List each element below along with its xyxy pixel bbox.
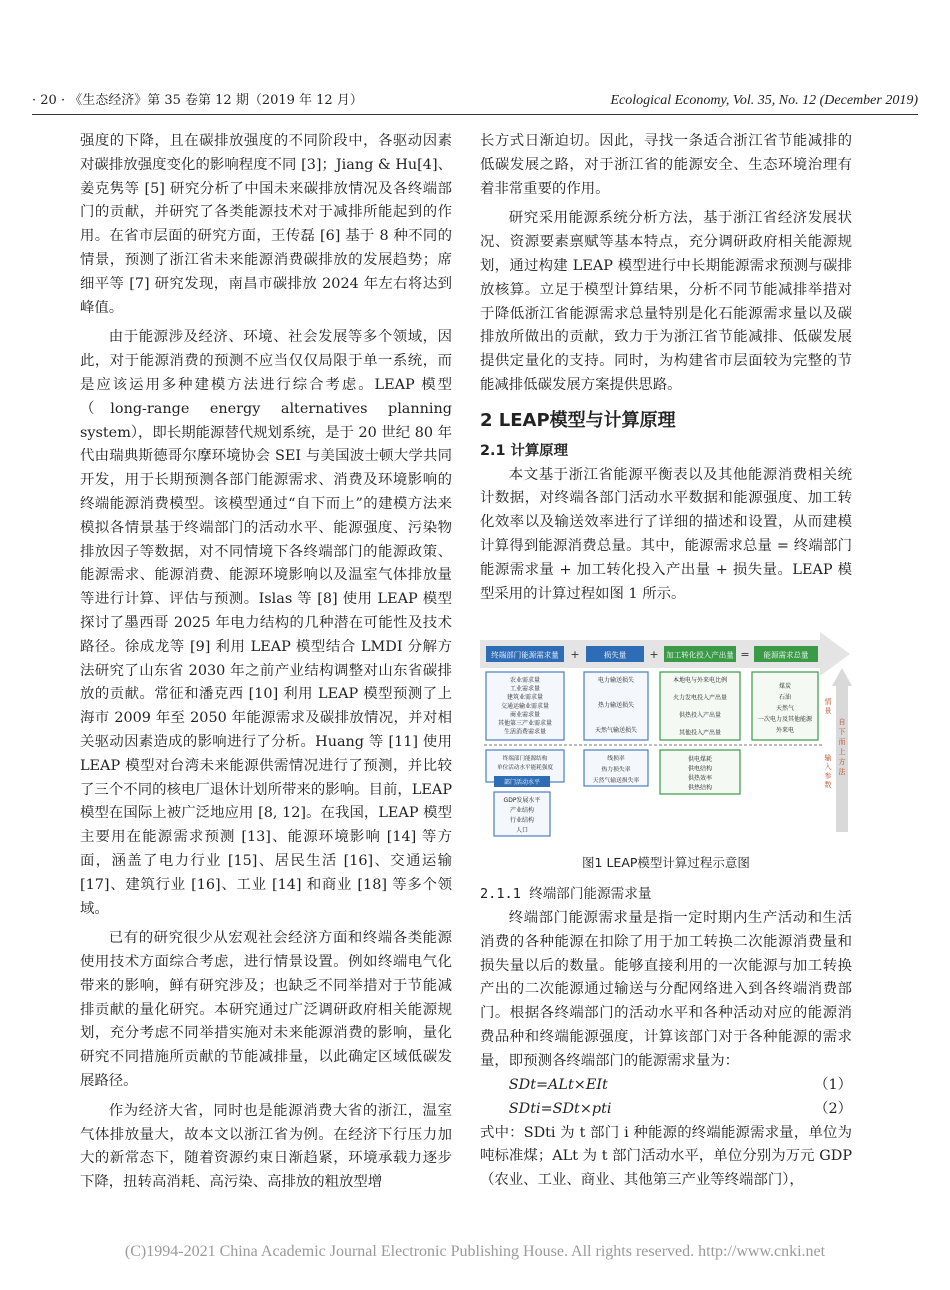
copyright-footer: (C)1994-2021 China Academic Journal Electronic Publishing House. All rights reserved. http://www.cnki.net xyxy=(124,1243,826,1260)
right-paragraph-4: 终端部门能源需求量是指一定时期内生产活动和生活消费的各种能源在扣除了用于加工转换二次能源消费量和损失量以后的数量。能够直接利用的一次能源与加工转换产出的二次能源通过输送与分配网络进入到各终端消费部门。根据各终端部门的活动水平和各种活动对应的能源消费品种和终端能源强度，计算该部门对于各种能源的需求量，即预测各终端部门的能源需求量为： xyxy=(480,909,852,1069)
lower3-item: 供电煤耗 xyxy=(687,756,713,764)
lower2-item: 热力损失率 xyxy=(601,767,631,774)
col1-item: 生活消费需求量 xyxy=(503,728,547,736)
bottom-item: 产业结构 xyxy=(509,807,535,815)
left-paragraph-4: 作为经济大省，同时也是能源消费大省的浙江，温室气体排放量大，故本文以浙江省为例。在经济下行压力加大的新常态下，随着资源约束日渐趋紧，环境承载力逐步下降，扭转高消耗、高污染、高排放的粗放型增 xyxy=(80,1102,452,1191)
equals: = xyxy=(740,648,750,662)
side-arrow-text: 自下而上方法 xyxy=(838,718,846,777)
left-paragraph-2: 由于能源涉及经济、环境、社会发展等多个领域，因此，对于能源消费的预测不应当仅仅局限于单一系统，而是应该运用多种建模方法进行综合考虑。LEAP 模型（long-range energy alternatives planning system），即长期能源替代规划系统，是于 20 世纪 80 年代由瑞典斯德哥尔摩环境协会 SEI 与美国波士顿大学共同开发，用于长期预测各部门能源需求、消费及环境影响的终端能源消费模型。该模型通过“自下而上”的建模方法来模拟各情景基于终端部门的活动水平、能源强度、污染物排放因子等数据，对不同情境下各终端部门的能源政策、能源需求、能源消费、能源环境影响以及温室气体排放量等进行计算、评估与预测。Islas 等 [8] 使用 LEAP 模型探讨了墨西哥 2025 年电力结构的几种潜在可能性及技术路径。徐成龙等 [9] 利用 LEAP 模型结合 LMDI 分解方法研究了山东省 2030 年之前产业结构调整对山东省碳排放的贡献。常征和潘克西 [10] 利用 LEAP 模型预测了上海市 2009 年至 2050 年能源需求及碳排放情况，并对相关驱动因素造成的影响进行了分析。Huang 等 [11] 使用 LEAP 模型对台湾未来能源供需情况进行了预测，并比较了三个不同的核电厂退休计划所带来的影响。目前，LEAP 模型在国际上被广泛地应用 [8, 12]。在我国，LEAP 模型主要用在能源需求预测 [13]、能源环境影响 [14] 等方面，涵盖了电力行业 [15]、居民生活 [16]、交通运输 [17]、建筑行业 [16]、工业 [14] 和商业 [18] 等多个领域。 xyxy=(80,329,452,917)
figure-caption: 图1 LEAP模型计算过程示意图 xyxy=(582,855,750,871)
equation-2-body: SDti=SDt×pti xyxy=(508,1100,612,1117)
equation-1-number: （1） xyxy=(814,1076,852,1093)
col3-item: 本地电与外来电比例 xyxy=(672,677,728,685)
figure-1 xyxy=(480,632,852,847)
subsubsection-heading: 2.1.1 终端部门能源需求量 xyxy=(480,886,652,903)
right-paragraph-2: 研究采用能源系统分析方法，基于浙江省经济发展状况、资源要素禀赋等基本特点，充分调研政府相关能源规划，通过构建 LEAP 模型进行中长期能源需求预测与碳排放核算。立足于模型计算结果，分析不同节能减排举措对于降低浙江省能源需求总量特别是化石能源需求量以及碳排放所做出的贡献，致力于为浙江省节能减排、低碳发展提供定量化的支持。同时，为构建省市层面较为完整的节能减排低碳发展方案提供思路。 xyxy=(480,210,852,393)
right-paragraph-5: 式中：SDti 为 t 部门 i 种能源的终端能源需求量，单位为吨标准煤；ALt 为 t 部门活动水平，单位分别为万元 GDP（农业、工业、商业、其他第三产业等终端部门）， xyxy=(480,1124,852,1189)
left-column xyxy=(80,130,452,1195)
header-journal: · 20 · 《生态经济》第 35 卷第 12 期（2019 年 12 月） xyxy=(32,93,363,108)
lower3-item: 供热效率 xyxy=(687,775,713,783)
side-bottom-text: 输入参数 xyxy=(824,754,832,790)
col1-item: 其他第三产业需求量 xyxy=(497,720,553,728)
col1-item: 商业需求量 xyxy=(509,711,541,719)
side-label-bottom xyxy=(825,753,832,789)
box3-title: 加工转化投入产出量 xyxy=(666,650,734,660)
equation-1 xyxy=(480,1074,852,1098)
left-paragraph-3: 已有的研究很少从宏观社会经济方面和终端各类能源使用技术方面综合考虑，进行情景设置。例如终端电气化带来的影响，鲜有研究涉及；也缺乏不同举措对于节能减排贡献的量化研究。本研究通过广泛调研政府相关能源规划，充分考虑不同举措实施对未来能源消费的影响，量化研究不同措施所贡献的节能减排量，以此确定区域低碳发展路径。 xyxy=(80,930,452,1090)
bottom-item: 人口 xyxy=(515,827,529,835)
running-header xyxy=(32,92,918,115)
lower1-item: 终端部门能源结构 xyxy=(502,756,548,763)
equation-2-number: （2） xyxy=(814,1100,852,1117)
equation-2 xyxy=(480,1098,852,1122)
plus-1: + xyxy=(570,648,580,662)
col4-item: 外来电 xyxy=(775,727,795,735)
side-top-g-text: 情景 xyxy=(824,698,832,716)
subsection-heading: 2.1 计算原理 xyxy=(480,442,569,459)
bottom-item: 行业结构 xyxy=(509,817,535,825)
col4-item: 煤炭 xyxy=(778,683,792,691)
plus-2: + xyxy=(649,648,659,662)
box2-title: 损失量 xyxy=(603,650,627,660)
flow-diagram xyxy=(480,632,852,847)
right-column xyxy=(480,130,852,1193)
col4-item: 一次电力及其他能源 xyxy=(757,716,813,724)
col4-item: 天然气 xyxy=(775,705,795,713)
box1-title: 终端部门能源需求量 xyxy=(491,650,559,660)
lower3-item: 供电结构 xyxy=(687,765,713,773)
col4-item: 石油 xyxy=(778,694,792,702)
lower2-item: 线损率 xyxy=(607,756,625,763)
col2-item: 天然气输送损失 xyxy=(594,727,638,735)
lower1-item: 单位活动水平能耗强度 xyxy=(497,765,553,772)
col3-item: 火力发电投入产出量 xyxy=(672,694,728,702)
col1-item: 建筑业需求量 xyxy=(506,694,544,702)
bottom-item: GDP发展水平 xyxy=(503,797,541,805)
section-heading: 2 LEAP模型与计算原理 xyxy=(480,409,676,431)
box4-title: 能源需求总量 xyxy=(763,650,809,660)
col3-item: 供热投入产出量 xyxy=(678,712,722,720)
col3-item: 其他投入产出量 xyxy=(678,729,722,737)
col1-item: 农业需求量 xyxy=(509,677,541,685)
left-paragraph-1: 强度的下降，且在碳排放强度的不同阶段中，各驱动因素对碳排放强度变化的影响程度不同 [3]；Jiang & Hu[4]、姜克隽等 [5] 研究分析了中国未来碳排放情况及各终端部门的贡献，并研究了各类能源技术对于减排所能起到的作用。在省市层面的研究方面，王传磊 [6] 基于 8 种不同的情景，预测了浙江省未来能源消费碳排放的发展趋势；席细平等 [7] 研究发现，南昌市碳排放 2024 年左右将达到峰值。 xyxy=(80,133,452,316)
right-paragraph-1: 长方式日渐迫切。因此，寻找一条适合浙江省节能减排的低碳发展之路，对于浙江省的能源安全、生态环境治理有着非常重要的作用。 xyxy=(480,133,852,197)
col2-item: 电力输送损失 xyxy=(597,677,635,685)
lower2-item: 天然气输送损失率 xyxy=(592,778,640,785)
side-label-top xyxy=(825,697,832,715)
lower3-item: 供热结构 xyxy=(687,784,713,792)
col2-item: 热力输送损失 xyxy=(597,702,635,710)
col1-item: 交通运输业需求量 xyxy=(500,703,550,711)
equation-1-body: SDt=ALt×EIt xyxy=(508,1076,608,1093)
col1-item: 工业需求量 xyxy=(509,685,541,693)
header-journal-en: Ecological Economy, Vol. 35, No. 12 (December 2019) xyxy=(610,93,918,108)
lower1-badge: 部门活动水平 xyxy=(503,779,541,787)
right-paragraph-3: 本文基于浙江省能源平衡表以及其他能源消费相关统计数据，对终端各部门活动水平数据和能源强度、加工转化效率以及输送效率进行了详细的描述和设置，从而建模计算得到能源消费总量。其中，能源需求总量 = 终端部门能源需求量 + 加工转化投入产出量 + 损失量。LEAP 模型采用的计算过程如图 1 所示。 xyxy=(480,466,852,602)
